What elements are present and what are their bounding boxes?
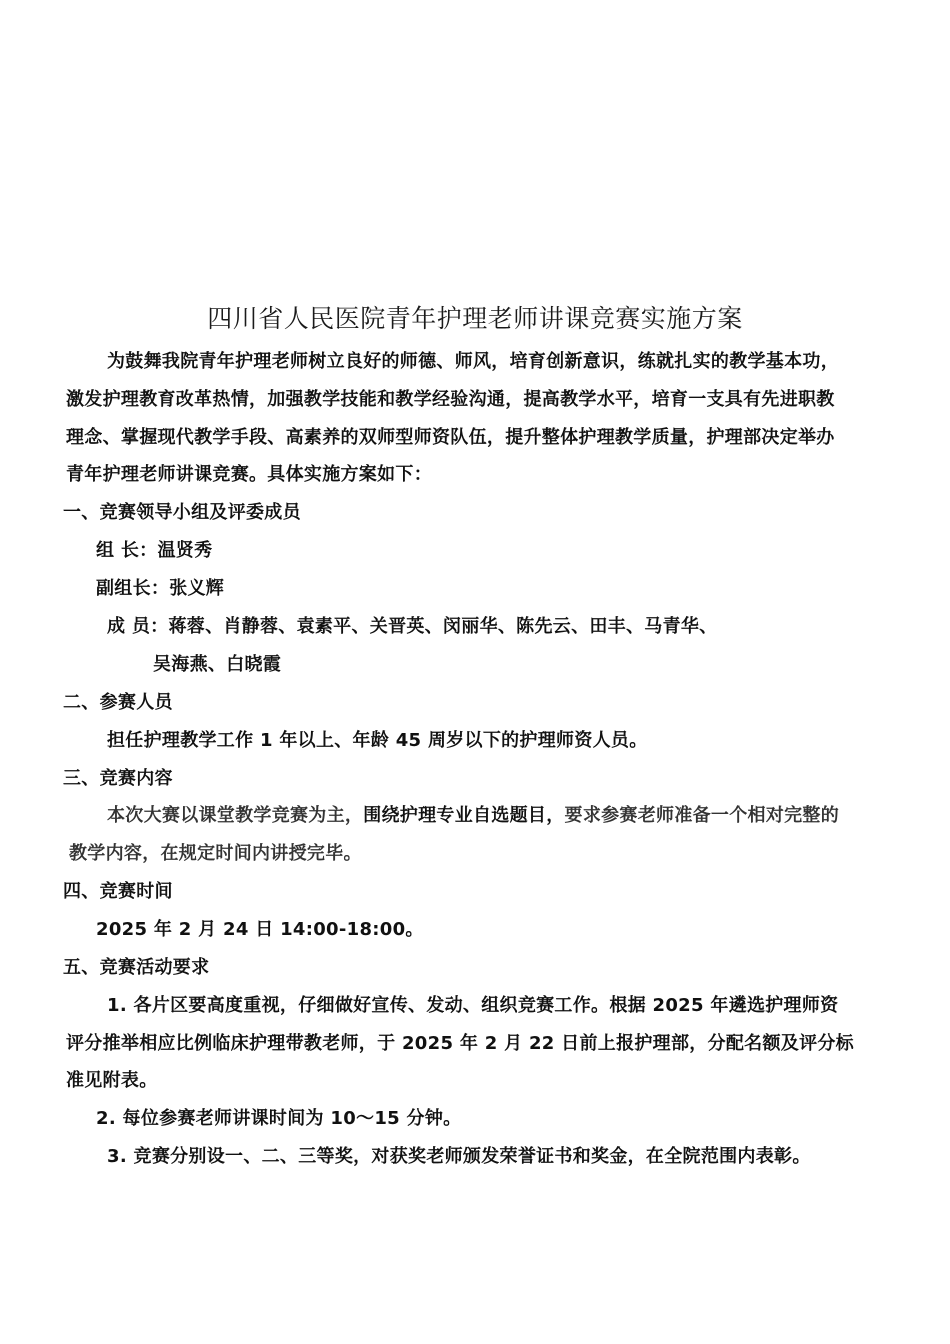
section-2-heading: 二、参赛人员 xyxy=(63,692,173,713)
section-5-heading: 五、竞赛活动要求 xyxy=(63,957,210,978)
item-1-line-2: 评分推举相应比例临床护理带教老师，于 2025 年 2 月 22 日前上报护理部，分配名额及评分标 xyxy=(66,1033,854,1054)
members-line-2: 吴海燕、白晓霞 xyxy=(153,654,282,675)
item-1-line-3: 准见附表。 xyxy=(66,1070,158,1091)
section-4-text: 2025 年 2 月 24 日 14:00-18:00。 xyxy=(96,919,424,940)
members-line-1: 成 员：蒋蓉、肖静蓉、袁素平、关晋英、闵丽华、陈先云、田丰、马青华、 xyxy=(107,616,718,637)
item-3: 3. 竞赛分别设一、二、三等奖，对获奖老师颁发荣誉证书和奖金，在全院范围内表彰。 xyxy=(107,1146,811,1167)
section-4-heading: 四、竞赛时间 xyxy=(63,881,173,902)
section-3-text-part-3: 要求参赛老师准备一个相对完整的 xyxy=(564,805,840,826)
section-3-text-line-1 xyxy=(107,804,839,828)
section-3-text-part-1: 本次大赛以课堂教学竞赛为主， xyxy=(107,805,364,826)
section-2-text: 担任护理教学工作 1 年以上、年龄 45 周岁以下的护理师资人员。 xyxy=(107,730,648,751)
intro-line-3: 理念、掌握现代教学手段、高素养的双师型师资队伍，提升整体护理教学质量，护理部决定举办 xyxy=(66,427,835,448)
item-1-line-1: 1. 各片区要高度重视，仔细做好宣传、发动、组织竞赛工作。根据 2025 年遴选护理师资 xyxy=(107,995,839,1016)
intro-line-4: 青年护理老师讲课竞赛。具体实施方案如下： xyxy=(66,464,432,485)
deputy-line: 副组长：张义辉 xyxy=(96,578,225,599)
document-title: 四川省人民医院青年护理老师讲课竞赛实施方案 xyxy=(207,304,743,333)
item-2: 2. 每位参赛老师讲课时间为 10～15 分钟。 xyxy=(96,1108,462,1129)
section-3-heading: 三、竞赛内容 xyxy=(63,768,173,789)
leader-line: 组 长：温贤秀 xyxy=(96,540,213,561)
section-1-heading: 一、竞赛领导小组及评委成员 xyxy=(63,502,301,523)
section-3-text-line-2: 教学内容，在规定时间内讲授完毕。 xyxy=(69,843,362,864)
section-3-text-part-2: 围绕护理专业自选题目， xyxy=(363,805,565,826)
intro-line-2: 激发护理教育改革热情，加强教学技能和教学经验沟通，提高教学水平，培育一支具有先进职教 xyxy=(66,389,835,410)
intro-line-1: 为鼓舞我院青年护理老师树立良好的师德、师风，培育创新意识，练就扎实的教学基本功， xyxy=(107,351,839,372)
